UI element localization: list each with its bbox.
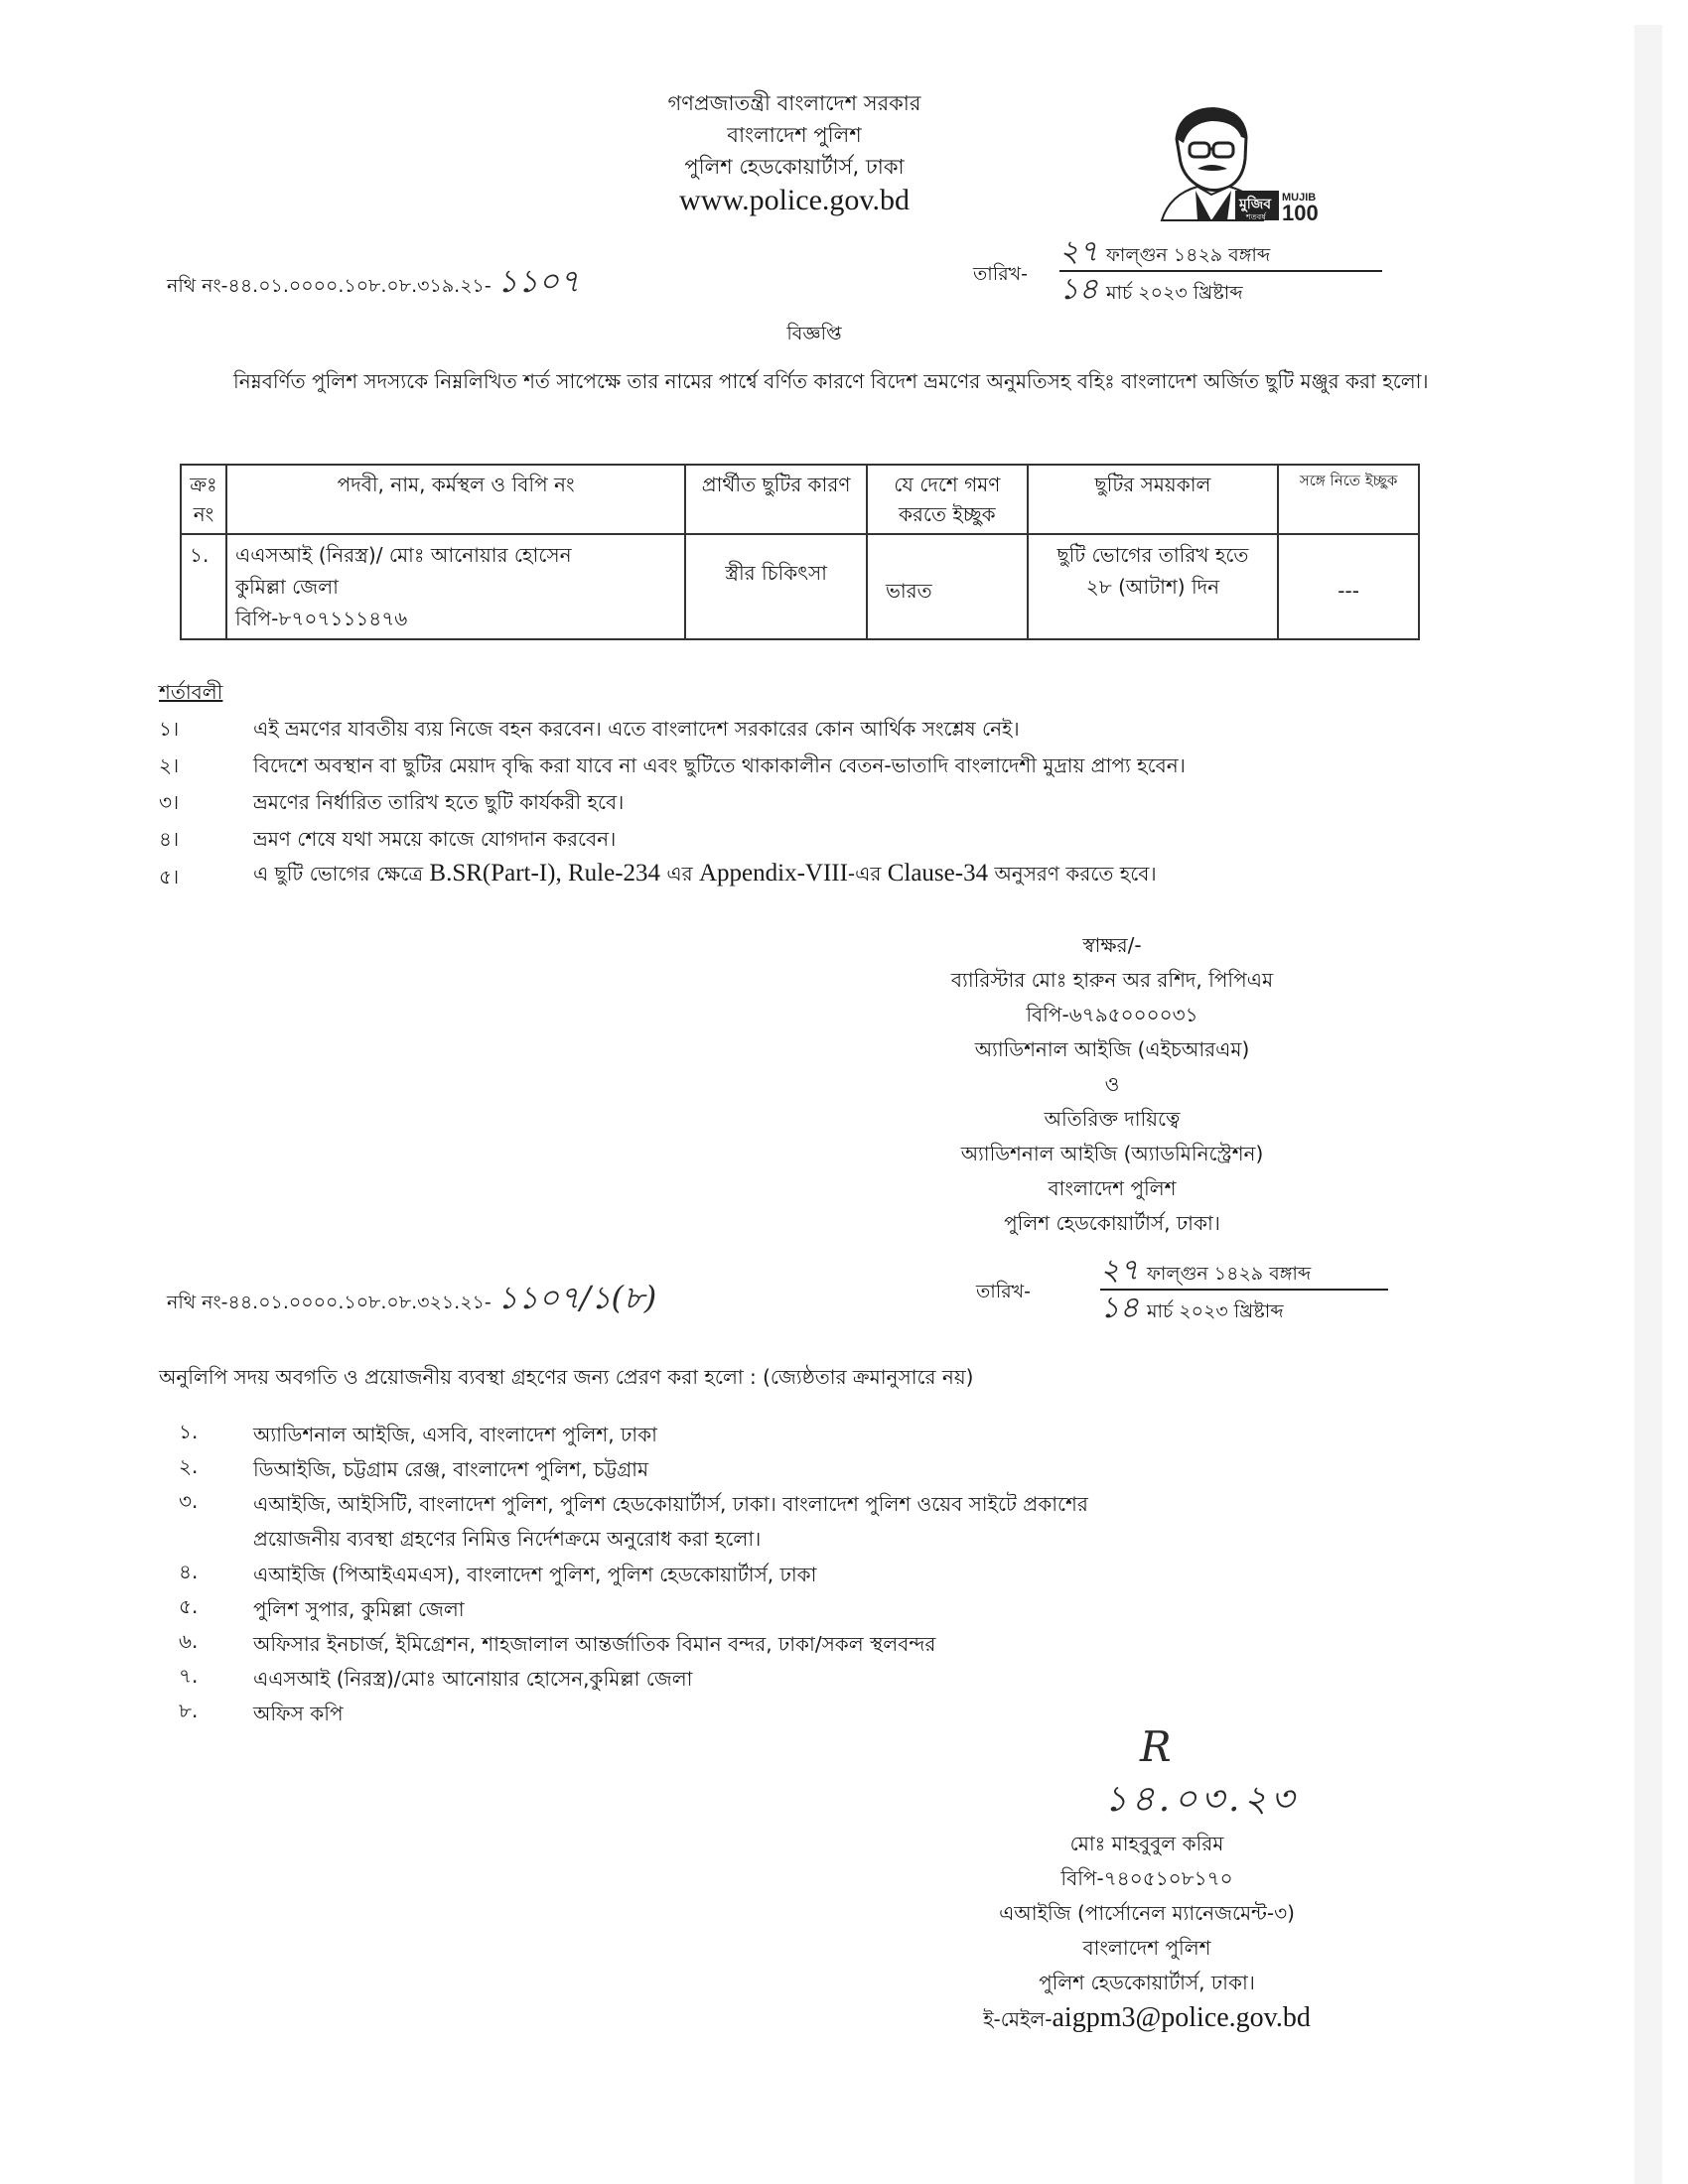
leave-table xyxy=(180,464,1420,640)
date-bangla xyxy=(1059,234,1382,272)
rule-reference: B.SR(Part-I), Rule-234 xyxy=(429,860,661,887)
date-english-day-handwritten: ১৪ xyxy=(1059,272,1098,307)
col-designation: পদবী, নাম, কর্মস্থল ও বিপি নং xyxy=(226,465,685,534)
signatory-dept: বাংলাদেশ পুলিশ xyxy=(1082,1936,1211,1960)
signed-label: স্বাক্ষর/- xyxy=(1082,933,1142,957)
dept-name: বাংলাদেশ পুলিশ xyxy=(727,123,862,147)
scanner-edge-strip xyxy=(1634,25,1662,2184)
copy-recipient: অফিস কপি xyxy=(253,1702,344,1725)
signature-block-2 xyxy=(914,1827,1380,2037)
signature-block-1 xyxy=(854,928,1370,1241)
copy-recipient-line-1: এআইজি, আইসিটি, বাংলাদেশ পুলিশ, পুলিশ হেডকোয়ার্টার্স, ঢাকা। বাংলাদেশ পুলিশ ওয়েব সাইটে প্রকাশের xyxy=(253,1492,1088,1516)
portrait-icon xyxy=(1152,99,1331,223)
condition-text: ভ্রমণ শেষে যথা সময়ে কাজে যোগদান করবেন। xyxy=(253,827,617,851)
copy-recipient-line-2: প্রয়োজনীয় ব্যবস্থা গ্রহণের নিমিত্ত নির্দেশক্রমে অনুরোধ করা হলো। xyxy=(253,1527,762,1551)
copy-recipient: পুলিশ সুপার, কুমিল্লা জেলা xyxy=(253,1597,465,1621)
condition-text-part: অনুসরণ করতে হবে। xyxy=(988,862,1157,886)
cell-companion: --- xyxy=(1278,534,1419,639)
mujib-100-logo xyxy=(1152,99,1331,223)
officer-name: এএসআই (নিরস্ত্র)/ মোঃ আনোয়ার হোসেন xyxy=(234,543,572,567)
copy-number: ৬. xyxy=(179,1629,199,1653)
memo-number-1 xyxy=(167,256,580,310)
condition-text-part: -এর xyxy=(847,862,888,886)
copy-recipient xyxy=(253,1487,1088,1557)
signatory-additional-charge: অতিরিক্ত দায়িত্বে xyxy=(1044,1107,1181,1131)
signatory-designation: অ্যাডিশনাল আইজি (এইচআরএম) xyxy=(974,1037,1250,1061)
email-link[interactable]: aigpm3@police.gov.bd xyxy=(1052,2002,1311,2033)
condition-number: ৫। xyxy=(159,865,180,888)
date-block-1 xyxy=(1059,234,1382,308)
signatory-and: ও xyxy=(1104,1072,1120,1096)
date-block-2 xyxy=(1100,1253,1388,1326)
date-label-1: তারিখ- xyxy=(973,263,1028,285)
svg-text:মুজিব: মুজিব xyxy=(1239,197,1272,212)
copy-number: ২. xyxy=(179,1454,199,1478)
email-label: ই-মেইল- xyxy=(983,2007,1053,2031)
letterhead xyxy=(556,87,1033,218)
condition-text: এই ভ্রমণের যাবতীয় ব্যয় নিজে বহন করবেন। এতে বাংলাদেশ সরকারের কোন আর্থিক সংশ্লেষ নেই। xyxy=(253,717,1020,741)
notice-title: বিজ্ঞপ্তি xyxy=(786,323,842,344)
signatory-office: পুলিশ হেডকোয়ার্টার্স, ঢাকা। xyxy=(1039,1971,1255,1994)
cell-country: ভারত xyxy=(867,534,1028,639)
svg-text:শতবর্ষ: শতবর্ষ xyxy=(1246,212,1266,221)
copy-recipient: অফিসার ইনচার্জ, ইমিগ্রেশন, শাহজালাল আন্তর্জাতিক বিমান বন্দর, ঢাকা/সকল স্থলবন্দর xyxy=(253,1632,936,1656)
date-bangla-text: ফাল্গুন ১৪২৯ বঙ্গাব্দ xyxy=(1147,1263,1312,1285)
col-country: যে দেশে গমণ করতে ইচ্ছুক xyxy=(867,465,1028,534)
copy-recipient: এআইজি (পিআইএমএস), বাংলাদেশ পুলিশ, পুলিশ হেডকোয়ার্টার্স, ঢাকা xyxy=(253,1563,817,1586)
table-row xyxy=(181,534,1419,639)
handwritten-initial: R xyxy=(1140,1722,1172,1771)
condition-text-part: এর xyxy=(660,862,699,886)
website-link[interactable]: www.police.gov.bd xyxy=(679,184,910,216)
table-header-row xyxy=(181,465,1419,534)
signatory-bp: বিপি-৭৪০৫১০৮১৭০ xyxy=(1060,1866,1233,1890)
copy-recipient: অ্যাডিশনাল আইজি, এসবি, বাংলাদেশ পুলিশ, ঢাকা xyxy=(253,1423,657,1446)
date-bangla-day-handwritten: ২৭ xyxy=(1059,234,1099,269)
officer-district: কুমিল্লা জেলা xyxy=(234,575,339,599)
signatory-dept: বাংলাদেশ পুলিশ xyxy=(1048,1176,1177,1200)
condition-text-part: এ ছুটি ভোগের ক্ষেত্রে xyxy=(253,862,430,886)
date-bangla xyxy=(1100,1253,1388,1291)
condition-number: ৪। xyxy=(159,827,180,851)
date-english-text: মার্চ ২০২৩ খ্রিষ্টাব্দ xyxy=(1105,282,1243,304)
condition-number: ১। xyxy=(159,717,180,741)
copy-number: ৩. xyxy=(179,1489,199,1513)
office-name: পুলিশ হেডকোয়ার্টার্স, ঢাকা xyxy=(684,155,905,179)
signatory-name: মোঃ মাহবুবুল করিম xyxy=(1069,1832,1224,1855)
signatory-designation-2: অ্যাডিশনাল আইজি (অ্যাডমিনিস্ট্রেশন) xyxy=(960,1142,1264,1165)
period-line-1: ছুটি ভোগের তারিখ হতে xyxy=(1056,543,1249,567)
date-english-text: মার্চ ২০২৩ খ্রিষ্টাব্দ xyxy=(1146,1300,1284,1322)
cell-serial: ১. xyxy=(181,534,226,639)
copy-recipient: ডিআইজি, চট্টগ্রাম রেঞ্জ, বাংলাদেশ পুলিশ, চট্টগ্রাম xyxy=(253,1457,649,1481)
svg-text:MUJIB: MUJIB xyxy=(1282,192,1317,204)
copy-number: ৭. xyxy=(179,1664,199,1688)
copy-distribution-heading: অনুলিপি সদয় অবগতি ও প্রয়োজনীয় ব্যবস্থা গ্রহণের জন্য প্রেরণ করা হলো : (জ্যেষ্ঠতার ক্রমানুসারে নয়) xyxy=(159,1365,974,1389)
condition-text: বিদেশে অবস্থান বা ছুটির মেয়াদ বৃদ্ধি করা যাবে না এবং ছুটিতে থাকাকালীন বেতন-ভাতাদি বাংলাদেশী মুদ্রায় প্রাপ্য হবেন। xyxy=(253,753,1186,777)
officer-bp-number: বিপি-৮৭০৭১১১৪৭৬ xyxy=(234,607,408,630)
copy-recipient: এএসআই (নিরস্ত্র)/মোঃ আনোয়ার হোসেন,কুমিল্লা জেলা xyxy=(253,1667,693,1691)
col-reason: প্রার্থীত ছুটির কারণ xyxy=(685,465,867,534)
copy-number: ৫. xyxy=(179,1594,199,1618)
signatory-bp: বিপি-৬৭৯৫০০০০৩১ xyxy=(1026,1003,1198,1026)
date-english xyxy=(1059,272,1382,308)
condition-text xyxy=(253,860,1157,892)
signatory-designation: এআইজি (পার্সোনেল ম্যানেজমেন্ট-৩) xyxy=(999,1901,1295,1925)
signatory-email xyxy=(914,2000,1380,2037)
file-number: নথি নং-৪৪.০১.০০০০.১০৮.০৮.৩১৯.২১- xyxy=(167,275,492,297)
cell-designation xyxy=(226,534,685,639)
copy-number: ৪. xyxy=(179,1560,199,1583)
signatory-office: পুলিশ হেডকোয়ার্টার্স, ঢাকা। xyxy=(1004,1211,1220,1235)
col-serial: ক্রঃ নং xyxy=(181,465,226,534)
date-english xyxy=(1100,1291,1388,1326)
col-period: ছুটির সময়কাল xyxy=(1028,465,1279,534)
appendix-reference: Appendix-VIII xyxy=(698,860,848,887)
copy-number: ৮. xyxy=(179,1699,199,1722)
col-companion: সঙ্গে নিতে ইচ্ছুক xyxy=(1278,465,1419,534)
memo-number-2 xyxy=(167,1273,656,1326)
date-bangla-day-handwritten: ২৭ xyxy=(1100,1253,1140,1288)
cell-reason: স্ত্রীর চিকিৎসা xyxy=(685,534,867,639)
condition-number: ২। xyxy=(159,753,180,777)
date-label-2: তারিখ- xyxy=(976,1281,1031,1302)
notice-body: নিম্নবর্ণিত পুলিশ সদস্যকে নিম্নলিখিত শর্ত সাপেক্ষে তার নামের পার্শ্বে বর্ণিত কারণে বিদেশ ভ্রমণের অনুমতিসহ বহিঃ বাংলাদেশ অর্জিত ছুটি মঞ্জুর করা হলো। xyxy=(233,369,1429,393)
clause-reference: Clause-34 xyxy=(887,860,989,887)
file-number-handwritten: ১১০৭ xyxy=(496,262,580,300)
conditions-heading: শর্তাবলী xyxy=(159,680,223,704)
condition-text: ভ্রমণের নির্ধারিত তারিখ হতে ছুটি কার্যকরী হবে। xyxy=(253,790,625,814)
signatory-name: ব্যারিস্টার মোঃ হারুন অর রশিদ, পিপিএম xyxy=(950,968,1274,992)
copy-number: ১. xyxy=(179,1420,199,1443)
date-english-day-handwritten: ১৪ xyxy=(1100,1291,1139,1325)
govt-name: গণপ্রজাতন্ত্রী বাংলাদেশ সরকার xyxy=(667,91,921,115)
condition-number: ৩। xyxy=(159,790,180,814)
cell-period xyxy=(1028,534,1279,639)
date-bangla-text: ফাল্গুন ১৪২৯ বঙ্গাব্দ xyxy=(1106,244,1271,266)
file-number-handwritten: ১১০৭/১(৮) xyxy=(496,1279,657,1316)
file-number: নথি নং-৪৪.০১.০০০০.১০৮.০৮.৩২১.২১- xyxy=(167,1292,492,1313)
handwritten-sign-date: ১৪.০৩.২৩ xyxy=(1104,1779,1299,1820)
svg-text:100: 100 xyxy=(1282,201,1319,223)
period-line-2: ২৮ (আটাশ) দিন xyxy=(1085,575,1220,599)
